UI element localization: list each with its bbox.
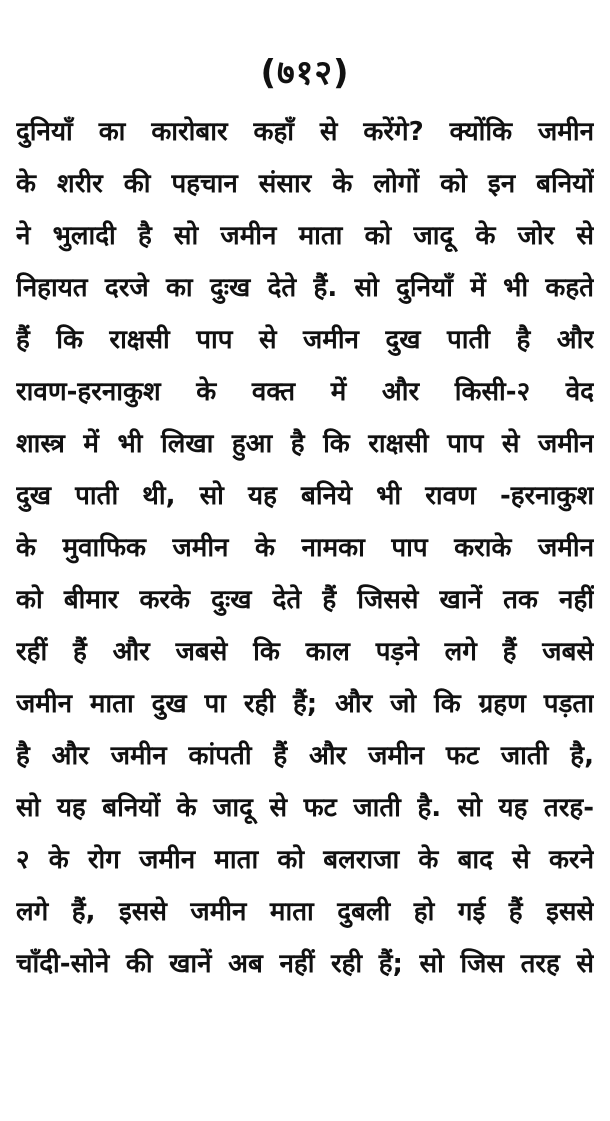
text-line-3: ने भुलादी है सो जमीन माता को जादू के जोर से	[16, 221, 594, 251]
text-line-14: सो यह बनियों के जादू से फट जाती है. सो यह तरह-	[16, 793, 594, 823]
text-line-6: रावण-हरनाकुश के वक्त में और किसी-२ वेद	[16, 377, 594, 407]
text-line-1: दुनियाँ का कारोबार कहाँ से करेंगे? क्योंकि जमीन	[16, 117, 594, 147]
text-line-17: चाँदी-सोने की खानें अब नहीं रही हैं; सो जिस तरह से	[16, 949, 594, 979]
text-line-13: है और जमीन कांपती हैं और जमीन फट जाती है,	[16, 741, 594, 771]
text-line-11: रहीं हैं और जबसे कि काल पड़ने लगे हैं जबसे	[16, 637, 594, 667]
text-line-4: निहायत दरजे का दुःख देते हैं. सो दुनियाँ में भी कहते	[16, 273, 594, 303]
text-line-16: लगे हैं, इससे जमीन माता दुबली हो गई हैं इससे	[16, 897, 594, 927]
text-line-10: को बीमार करके दुःख देते हैं जिससे खानें तक नहीं	[16, 585, 594, 615]
text-line-7: शास्त्र में भी लिखा हुआ है कि राक्षसी पाप से जमीन	[16, 429, 594, 459]
text-line-5: हैं कि राक्षसी पाप से जमीन दुख पाती है और	[16, 325, 594, 355]
text-line-12: जमीन माता दुख पा रही हैं; और जो कि ग्रहण पड़ता	[16, 689, 594, 719]
text-line-9: के मुवाफिक जमीन के नामका पाप कराके जमीन	[16, 533, 594, 563]
text-line-15: २ के रोग जमीन माता को बलराजा के बाद से करने	[16, 845, 594, 875]
text-line-2: के शरीर की पहचान संसार के लोगों को इन बनियों	[16, 169, 594, 199]
page-number: (७१२)	[260, 53, 350, 93]
text-line-8: दुख पाती थी, सो यह बनिये भी रावण -हरनाकुश	[16, 481, 594, 511]
